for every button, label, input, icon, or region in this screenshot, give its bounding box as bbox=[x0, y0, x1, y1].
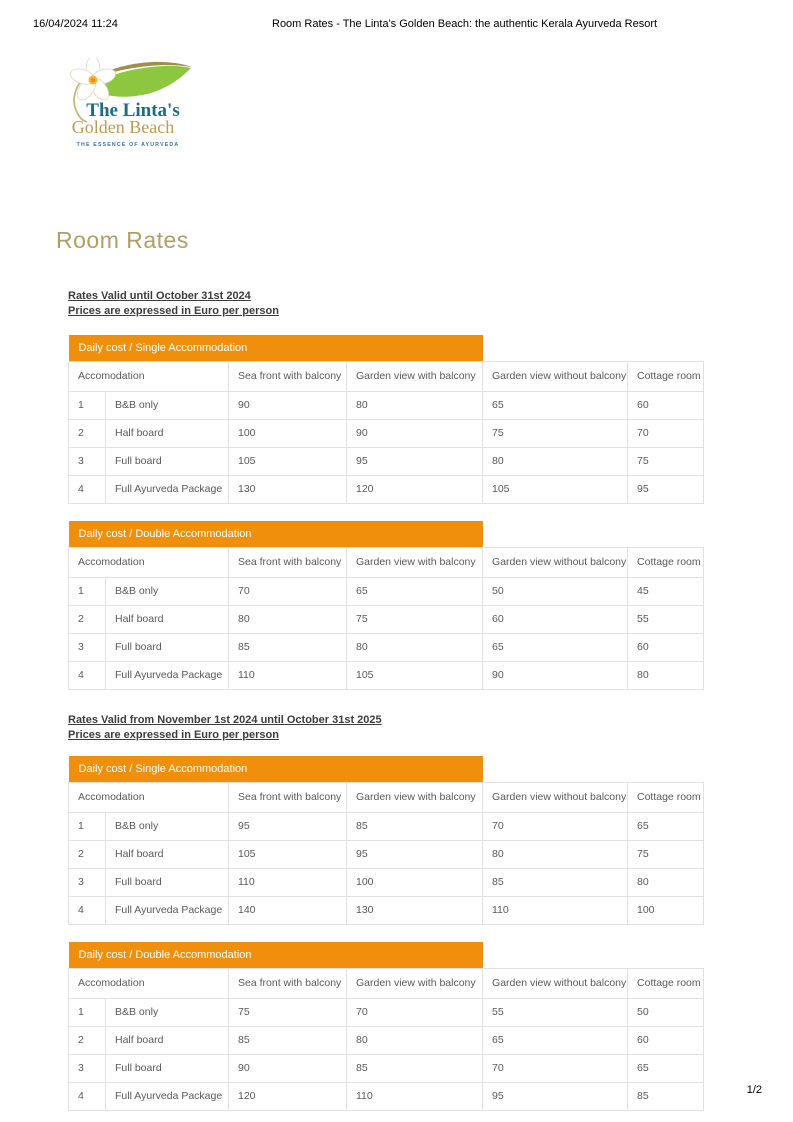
rate-value: 80 bbox=[628, 662, 704, 690]
package-name: Full board bbox=[106, 1055, 229, 1083]
rate-value: 80 bbox=[347, 392, 483, 420]
package-name: Full Ayurveda Package bbox=[106, 662, 229, 690]
row-number: 1 bbox=[69, 578, 106, 606]
column-header: Sea front with balcony bbox=[229, 548, 347, 578]
rate-value: 60 bbox=[628, 1027, 704, 1055]
rate-table bbox=[68, 942, 704, 1111]
resort-logo-graphic bbox=[66, 58, 198, 152]
package-name: Full board bbox=[106, 634, 229, 662]
rate-value: 55 bbox=[628, 606, 704, 634]
package-name: Full Ayurveda Package bbox=[106, 476, 229, 504]
table-row bbox=[69, 1083, 704, 1111]
rate-table-title-spacer bbox=[483, 942, 704, 969]
rate-value: 65 bbox=[483, 634, 628, 662]
rate-value: 90 bbox=[347, 420, 483, 448]
rate-value: 95 bbox=[229, 813, 347, 841]
rates-validity-note: Rates Valid until October 31st 2024 bbox=[68, 290, 251, 302]
rate-value: 110 bbox=[229, 869, 347, 897]
rate-value: 105 bbox=[483, 476, 628, 504]
rate-value: 80 bbox=[628, 869, 704, 897]
row-number: 2 bbox=[69, 606, 106, 634]
rate-value: 50 bbox=[483, 578, 628, 606]
rate-value: 75 bbox=[229, 999, 347, 1027]
package-name: Full board bbox=[106, 869, 229, 897]
rate-value: 85 bbox=[229, 634, 347, 662]
table-row bbox=[69, 1055, 704, 1083]
rate-value: 90 bbox=[483, 662, 628, 690]
column-header: Accomodation bbox=[69, 362, 229, 392]
rate-value: 100 bbox=[628, 897, 704, 925]
row-number: 2 bbox=[69, 420, 106, 448]
rate-value: 45 bbox=[628, 578, 704, 606]
rate-value: 85 bbox=[628, 1083, 704, 1111]
column-header: Cottage room bbox=[628, 783, 704, 813]
package-name: Full Ayurveda Package bbox=[106, 897, 229, 925]
package-name: Full board bbox=[106, 448, 229, 476]
rate-table-title-spacer bbox=[483, 335, 704, 362]
rate-table-title: Daily cost / Single Accommodation bbox=[69, 335, 483, 362]
rate-value: 75 bbox=[628, 841, 704, 869]
print-title: Room Rates - The Linta's Golden Beach: the authentic Kerala Ayurveda Resort bbox=[272, 18, 658, 30]
row-number: 3 bbox=[69, 634, 106, 662]
table-row bbox=[69, 634, 704, 662]
rate-value: 80 bbox=[483, 841, 628, 869]
column-header-row bbox=[69, 362, 704, 392]
rate-value: 70 bbox=[628, 420, 704, 448]
rate-table-title-spacer bbox=[483, 756, 704, 783]
rate-value: 50 bbox=[628, 999, 704, 1027]
rate-value: 110 bbox=[229, 662, 347, 690]
rate-value: 60 bbox=[628, 634, 704, 662]
rate-value: 80 bbox=[229, 606, 347, 634]
row-number: 1 bbox=[69, 813, 106, 841]
row-number: 4 bbox=[69, 1083, 106, 1111]
package-name: B&B only bbox=[106, 999, 229, 1027]
table-row bbox=[69, 869, 704, 897]
rate-value: 65 bbox=[483, 1027, 628, 1055]
column-header: Garden view with balcony bbox=[347, 969, 483, 999]
rate-table bbox=[68, 756, 704, 925]
rate-value: 105 bbox=[229, 448, 347, 476]
table-row bbox=[69, 420, 704, 448]
rate-value: 55 bbox=[483, 999, 628, 1027]
rate-value: 65 bbox=[483, 392, 628, 420]
table-row bbox=[69, 662, 704, 690]
rate-value: 85 bbox=[347, 813, 483, 841]
rate-table-title-row bbox=[69, 335, 704, 362]
column-header-row bbox=[69, 969, 704, 999]
column-header-row bbox=[69, 548, 704, 578]
logo-title: The Linta's bbox=[86, 100, 180, 121]
rate-value: 130 bbox=[229, 476, 347, 504]
rate-value: 110 bbox=[347, 1083, 483, 1111]
package-name: Full Ayurveda Package bbox=[106, 1083, 229, 1111]
package-name: B&B only bbox=[106, 392, 229, 420]
print-datetime: 16/04/2024 11:24 bbox=[33, 18, 118, 30]
column-header: Sea front with balcony bbox=[229, 969, 347, 999]
rate-value: 85 bbox=[483, 869, 628, 897]
package-name: Half board bbox=[106, 420, 229, 448]
rate-table bbox=[68, 521, 704, 690]
table-row bbox=[69, 476, 704, 504]
rate-value: 95 bbox=[347, 841, 483, 869]
table-row bbox=[69, 1027, 704, 1055]
rate-value: 120 bbox=[347, 476, 483, 504]
package-name: Half board bbox=[106, 606, 229, 634]
rate-value: 85 bbox=[229, 1027, 347, 1055]
rate-value: 65 bbox=[628, 813, 704, 841]
package-name: B&B only bbox=[106, 578, 229, 606]
rate-value: 70 bbox=[483, 1055, 628, 1083]
column-header: Cottage room bbox=[628, 969, 704, 999]
rate-table-title-row bbox=[69, 756, 704, 783]
column-header: Garden view without balcony bbox=[483, 783, 628, 813]
row-number: 4 bbox=[69, 662, 106, 690]
row-number: 3 bbox=[69, 869, 106, 897]
rates-validity-note: Rates Valid from November 1st 2024 until October 31st 2025 bbox=[68, 714, 382, 726]
rate-value: 80 bbox=[483, 448, 628, 476]
rate-value: 100 bbox=[229, 420, 347, 448]
package-name: Half board bbox=[106, 1027, 229, 1055]
table-row bbox=[69, 392, 704, 420]
pricing-note: Prices are expressed in Euro per person bbox=[68, 729, 279, 741]
table-row bbox=[69, 606, 704, 634]
rate-table-title-row bbox=[69, 521, 704, 548]
package-name: Half board bbox=[106, 841, 229, 869]
row-number: 3 bbox=[69, 1055, 106, 1083]
column-header: Accomodation bbox=[69, 783, 229, 813]
rate-table bbox=[68, 335, 704, 504]
rate-value: 80 bbox=[347, 1027, 483, 1055]
column-header: Garden view without balcony bbox=[483, 362, 628, 392]
rate-value: 70 bbox=[483, 813, 628, 841]
rate-table-title-row bbox=[69, 942, 704, 969]
column-header: Accomodation bbox=[69, 969, 229, 999]
column-header: Sea front with balcony bbox=[229, 362, 347, 392]
rate-value: 65 bbox=[628, 1055, 704, 1083]
rate-value: 95 bbox=[483, 1083, 628, 1111]
rate-value: 90 bbox=[229, 1055, 347, 1083]
table-row bbox=[69, 841, 704, 869]
column-header: Cottage room bbox=[628, 548, 704, 578]
rate-value: 100 bbox=[347, 869, 483, 897]
rate-table-title: Daily cost / Double Accommodation bbox=[69, 521, 483, 548]
table-row bbox=[69, 999, 704, 1027]
rate-value: 85 bbox=[347, 1055, 483, 1083]
logo-subtitle: Golden Beach bbox=[71, 117, 175, 137]
row-number: 3 bbox=[69, 448, 106, 476]
table-row bbox=[69, 813, 704, 841]
rate-table-title: Daily cost / Single Accommodation bbox=[69, 756, 483, 783]
rate-value: 130 bbox=[347, 897, 483, 925]
rate-value: 95 bbox=[628, 476, 704, 504]
rate-value: 80 bbox=[347, 634, 483, 662]
column-header-row bbox=[69, 783, 704, 813]
rate-value: 75 bbox=[628, 448, 704, 476]
rate-value: 105 bbox=[347, 662, 483, 690]
rates-notes bbox=[68, 289, 703, 319]
row-number: 4 bbox=[69, 476, 106, 504]
rate-value: 95 bbox=[347, 448, 483, 476]
rate-value: 75 bbox=[347, 606, 483, 634]
resort-logo bbox=[66, 58, 198, 152]
row-number: 1 bbox=[69, 392, 106, 420]
logo-tagline: THE ESSENCE OF AYURVEDA bbox=[76, 142, 180, 148]
rate-value: 90 bbox=[229, 392, 347, 420]
logo-flower-icon bbox=[68, 58, 117, 103]
column-header: Garden view without balcony bbox=[483, 969, 628, 999]
rate-table-title-spacer bbox=[483, 521, 704, 548]
column-header: Garden view with balcony bbox=[347, 783, 483, 813]
column-header: Sea front with balcony bbox=[229, 783, 347, 813]
rates-content bbox=[68, 289, 703, 1111]
column-header: Cottage room bbox=[628, 362, 704, 392]
rate-value: 70 bbox=[229, 578, 347, 606]
page-number: 1/2 bbox=[746, 1084, 762, 1096]
column-header: Garden view with balcony bbox=[347, 548, 483, 578]
row-number: 4 bbox=[69, 897, 106, 925]
rate-value: 110 bbox=[483, 897, 628, 925]
rate-table-title: Daily cost / Double Accommodation bbox=[69, 942, 483, 969]
row-number: 1 bbox=[69, 999, 106, 1027]
page-title: Room Rates bbox=[56, 227, 189, 253]
rate-value: 60 bbox=[628, 392, 704, 420]
rate-value: 60 bbox=[483, 606, 628, 634]
package-name: B&B only bbox=[106, 813, 229, 841]
table-row bbox=[69, 897, 704, 925]
rate-value: 105 bbox=[229, 841, 347, 869]
table-row bbox=[69, 448, 704, 476]
rate-value: 75 bbox=[483, 420, 628, 448]
column-header: Accomodation bbox=[69, 548, 229, 578]
rate-value: 70 bbox=[347, 999, 483, 1027]
row-number: 2 bbox=[69, 1027, 106, 1055]
rate-value: 140 bbox=[229, 897, 347, 925]
column-header: Garden view with balcony bbox=[347, 362, 483, 392]
pricing-note: Prices are expressed in Euro per person bbox=[68, 305, 279, 317]
row-number: 2 bbox=[69, 841, 106, 869]
rates-notes bbox=[68, 713, 703, 743]
column-header: Garden view without balcony bbox=[483, 548, 628, 578]
rate-value: 65 bbox=[347, 578, 483, 606]
table-row bbox=[69, 578, 704, 606]
rate-value: 120 bbox=[229, 1083, 347, 1111]
